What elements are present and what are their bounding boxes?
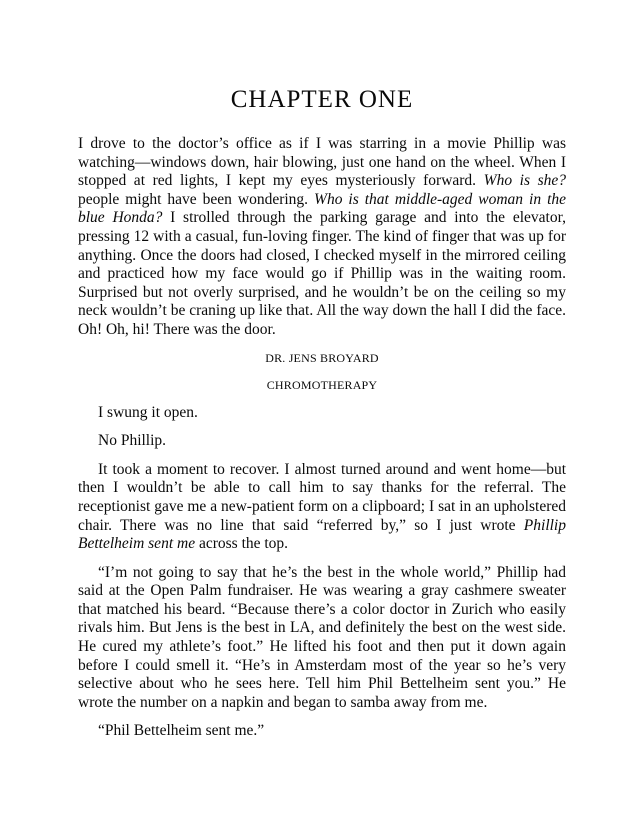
paragraph [78,564,566,713]
chapter-title: CHAPTER ONE [230,86,414,113]
text-run: DR. JENS BROYARD [265,350,379,365]
text-run: It took a moment to recover. I almost turned around and went home—but then I wouldn’t be able to call him to say thanks for the referral. The receptionist gave me a new-patient form on a clipboard; I sat in an upholstered chair. There was no line that said “referred by,” so I just wrote [78,460,566,534]
text-run: CHROMOTHERAPY [266,377,378,392]
text-run: I strolled through the parking garage and into the elevator, pressing 12 with a casual, fun-loving finger. The kind of finger that was up for anything. Once the doors had closed, I checked myself in the mirrored ceiling and practiced how my face would go if Phillip was in the waiting room. Surprised but not overly surprised, and he wouldn’t be on the ceiling so my neck wouldn’t be craning up like that. All the way down the hall I did the face. Oh! Oh, hi! There was the door. [78,209,566,338]
italic-text-run: Who is she? [483,172,567,190]
text-run: I swung it open. [98,403,198,421]
text-run: “I’m not going to say that he’s the best in the whole world,” Phillip had said at the Open Palm fundraiser. He was wearing a gray cashmere sweater that matched his beard. “Because there’s a color doctor in Zurich who easily rivals him. But Jens is the best in LA, and definitely the best on the west side. He cured my athlete’s foot.” He lifted his foot and then put it down again before I could smell it. “He’s in Amsterdam most of the year so he’s very selective about who he sees here. Tell him Phil Bettelheim sent you.” He wrote the number on a napkin and began to samba away from me. [78,563,566,711]
text-run: across the top. [195,535,289,553]
paragraph [78,404,566,423]
text-run: I drove to the doctor’s office as if I was starring in a movie Phillip was watching—windows down, hair blowing, just one hand on the wheel. When I stopped at red lights, I kept my eyes mysteriously forward. [78,135,566,190]
door-sign-line [78,350,566,366]
door-sign-line [78,377,566,393]
text-run: No Phillip. [98,432,167,450]
paragraph [78,135,566,340]
paragraph [78,432,566,451]
text-run: people might have been wondering. [78,190,315,208]
paragraph [78,722,566,741]
text-run: “Phil Bettelheim sent me.” [98,722,265,740]
chapter-text [78,135,566,741]
italic-text-run: Who is that middle-aged woman in the blue Honda? [78,190,566,227]
paragraph [78,461,566,554]
italic-text-run: Phillip Bettelheim sent me [78,516,566,553]
